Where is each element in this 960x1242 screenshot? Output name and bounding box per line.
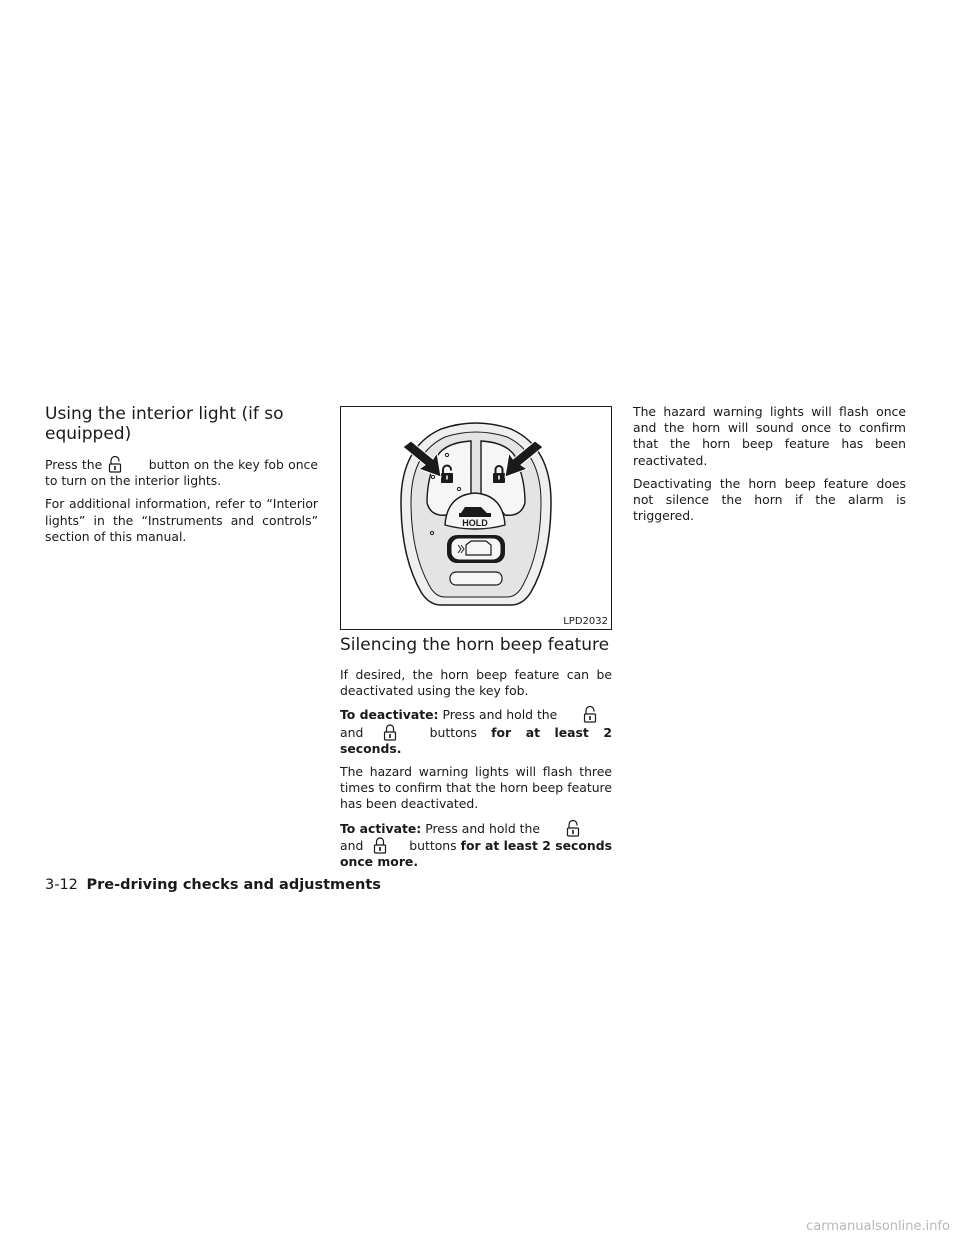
paragraph bbox=[45, 456, 318, 489]
text: and bbox=[340, 837, 364, 853]
page-footer bbox=[45, 876, 381, 894]
text: and bbox=[340, 724, 364, 740]
deactivate-label: To deactivate: bbox=[340, 707, 439, 723]
text: button on the key fob once to turn on the interior lights. bbox=[45, 457, 318, 489]
emphasis: for at least 2 seconds once more. bbox=[340, 837, 612, 870]
column-left bbox=[45, 404, 318, 552]
text: buttons bbox=[429, 724, 477, 740]
unlock-icon bbox=[546, 820, 580, 837]
column-middle bbox=[340, 635, 612, 870]
paragraph: The hazard warning lights will flash three times to confirm that the horn beep feature has been deactivated. bbox=[340, 764, 612, 812]
paragraph bbox=[340, 820, 612, 871]
section-title-horn-beep: Silencing the horn beep feature bbox=[340, 635, 610, 655]
paragraph: The hazard warning lights will flash once and the horn will sound once to confirm that the horn beep feature has been reactivated. bbox=[633, 404, 906, 468]
activate-label: To activate: bbox=[340, 820, 422, 836]
column-right bbox=[633, 404, 906, 531]
text: buttons bbox=[409, 837, 457, 853]
text: Press and hold the bbox=[425, 820, 541, 836]
chapter-title: Pre-driving checks and adjustments bbox=[86, 877, 381, 893]
bottom-button bbox=[450, 572, 502, 585]
hold-label: HOLD bbox=[462, 518, 488, 528]
paragraph: If desired, the horn beep feature can be deactivated using the key fob. bbox=[340, 667, 612, 699]
paragraph bbox=[340, 706, 612, 757]
emphasis: for at least 2 seconds. bbox=[340, 724, 612, 756]
section-title-interior-light: Using the interior light (if so equipped) bbox=[45, 404, 284, 444]
text: Press the bbox=[45, 457, 103, 472]
paragraph: Deactivating the horn beep feature does not silence the horn if the alarm is triggered. bbox=[633, 475, 906, 524]
text: Press and hold the bbox=[442, 707, 558, 723]
unlock-icon bbox=[563, 706, 597, 723]
key-fob-figure bbox=[340, 406, 612, 630]
unlock-icon bbox=[108, 456, 142, 473]
lock-icon bbox=[369, 837, 403, 854]
lock-icon bbox=[379, 724, 413, 741]
watermark: carmanualsonline.info bbox=[806, 1219, 950, 1234]
figure-label: LPD2032 bbox=[563, 616, 608, 627]
page-number: 3-12 bbox=[45, 877, 78, 893]
paragraph: For additional information, refer to “Interior lights” in the “Instruments and controls” section of this manual. bbox=[45, 496, 318, 544]
key-fob-illustration bbox=[341, 407, 611, 629]
